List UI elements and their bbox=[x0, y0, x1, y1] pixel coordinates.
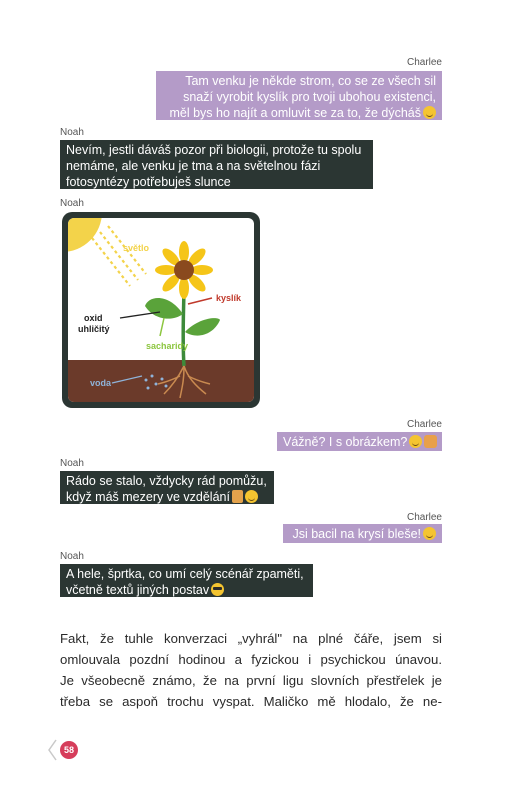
message-text: Jsi bacil na krysí bleše! bbox=[292, 527, 421, 541]
message-bubble bbox=[283, 524, 442, 543]
photosynthesis-image bbox=[62, 212, 260, 408]
sunglasses-face-icon bbox=[211, 583, 224, 596]
message-bubble bbox=[60, 471, 274, 504]
message-bubble bbox=[156, 71, 442, 120]
message-bubble bbox=[60, 564, 313, 597]
paragraph-line: omlouvala pozdní hodinou a fyzickou i psychickou únavou. bbox=[60, 652, 442, 667]
water-label: voda bbox=[90, 378, 112, 388]
sender-name: Charlee bbox=[406, 419, 442, 430]
message-text: A hele, šprtka, co umí celý scénář zpaměti, bbox=[66, 567, 304, 581]
photosynthesis-diagram bbox=[68, 218, 254, 402]
shrug-icon bbox=[232, 490, 243, 503]
co2-arrow bbox=[120, 312, 160, 318]
paragraph-line: třeba se aspoň trochu vyspat. Maličko mě hlodalo, že ne- bbox=[60, 694, 442, 709]
message-bubble bbox=[60, 140, 373, 189]
message-text: když máš mezery ve vzdělání bbox=[66, 490, 230, 504]
sender-name: Noah bbox=[60, 198, 84, 209]
grinning-face-icon bbox=[245, 490, 258, 503]
sender-name: Noah bbox=[60, 551, 84, 562]
light-label: světlo bbox=[123, 243, 150, 253]
leaf-left bbox=[145, 298, 183, 319]
message-bubble bbox=[277, 432, 442, 451]
message-text: fotosyntézy potřebuješ slunce bbox=[66, 175, 231, 189]
paragraph-line: Je všeobecně známo, že na první ligu slovních přestřelek je bbox=[60, 673, 442, 688]
sender-name: Noah bbox=[60, 458, 84, 469]
message-text: měl bys ho najít a omluvit se za to, že dýcháš bbox=[169, 106, 421, 120]
body-paragraph bbox=[60, 628, 442, 712]
grinning-face-icon bbox=[409, 435, 422, 448]
sugars-label: sacharidy bbox=[146, 341, 189, 351]
paragraph-line: Fakt, že tuhle konverzaci „vyhrál" na plné čáře, jsem si bbox=[60, 631, 442, 646]
page-number: 58 bbox=[60, 741, 78, 759]
message-text: Vážně? I s obrázkem? bbox=[283, 435, 408, 449]
sunflower-center bbox=[174, 260, 194, 280]
message-text: včetně textů jiných postav bbox=[66, 583, 210, 597]
facepalm-icon bbox=[424, 435, 437, 448]
oxygen-label: kyslík bbox=[216, 293, 242, 303]
sender-name: Charlee bbox=[406, 512, 442, 523]
leaf-right bbox=[185, 318, 220, 335]
message-text: nemáme, ale venku je tma a na světelnou fázi bbox=[66, 159, 321, 173]
sugars-arrow bbox=[160, 318, 164, 336]
sun-icon bbox=[68, 218, 102, 252]
sender-name: Noah bbox=[60, 127, 84, 138]
co2-label-line2: uhličitý bbox=[78, 324, 110, 334]
message-text: Rádo se stalo, vždycky rád pomůžu, bbox=[66, 474, 267, 488]
grinning-face-icon bbox=[423, 527, 436, 540]
page-arrow-icon bbox=[46, 738, 58, 762]
message-text: snaží vyrobit kyslík pro tvoji ubohou existenci, bbox=[183, 90, 436, 104]
message-text: Tam venku je někde strom, co se ze všech sil bbox=[185, 74, 436, 88]
message-text: Nevím, jestli dáváš pozor při biologii, protože tu spolu bbox=[66, 143, 362, 157]
grinning-face-icon bbox=[423, 106, 436, 119]
co2-label-line1: oxid bbox=[84, 313, 103, 323]
sender-name: Charlee bbox=[406, 57, 442, 68]
oxygen-arrow bbox=[188, 298, 212, 304]
light-rays bbox=[92, 226, 146, 286]
